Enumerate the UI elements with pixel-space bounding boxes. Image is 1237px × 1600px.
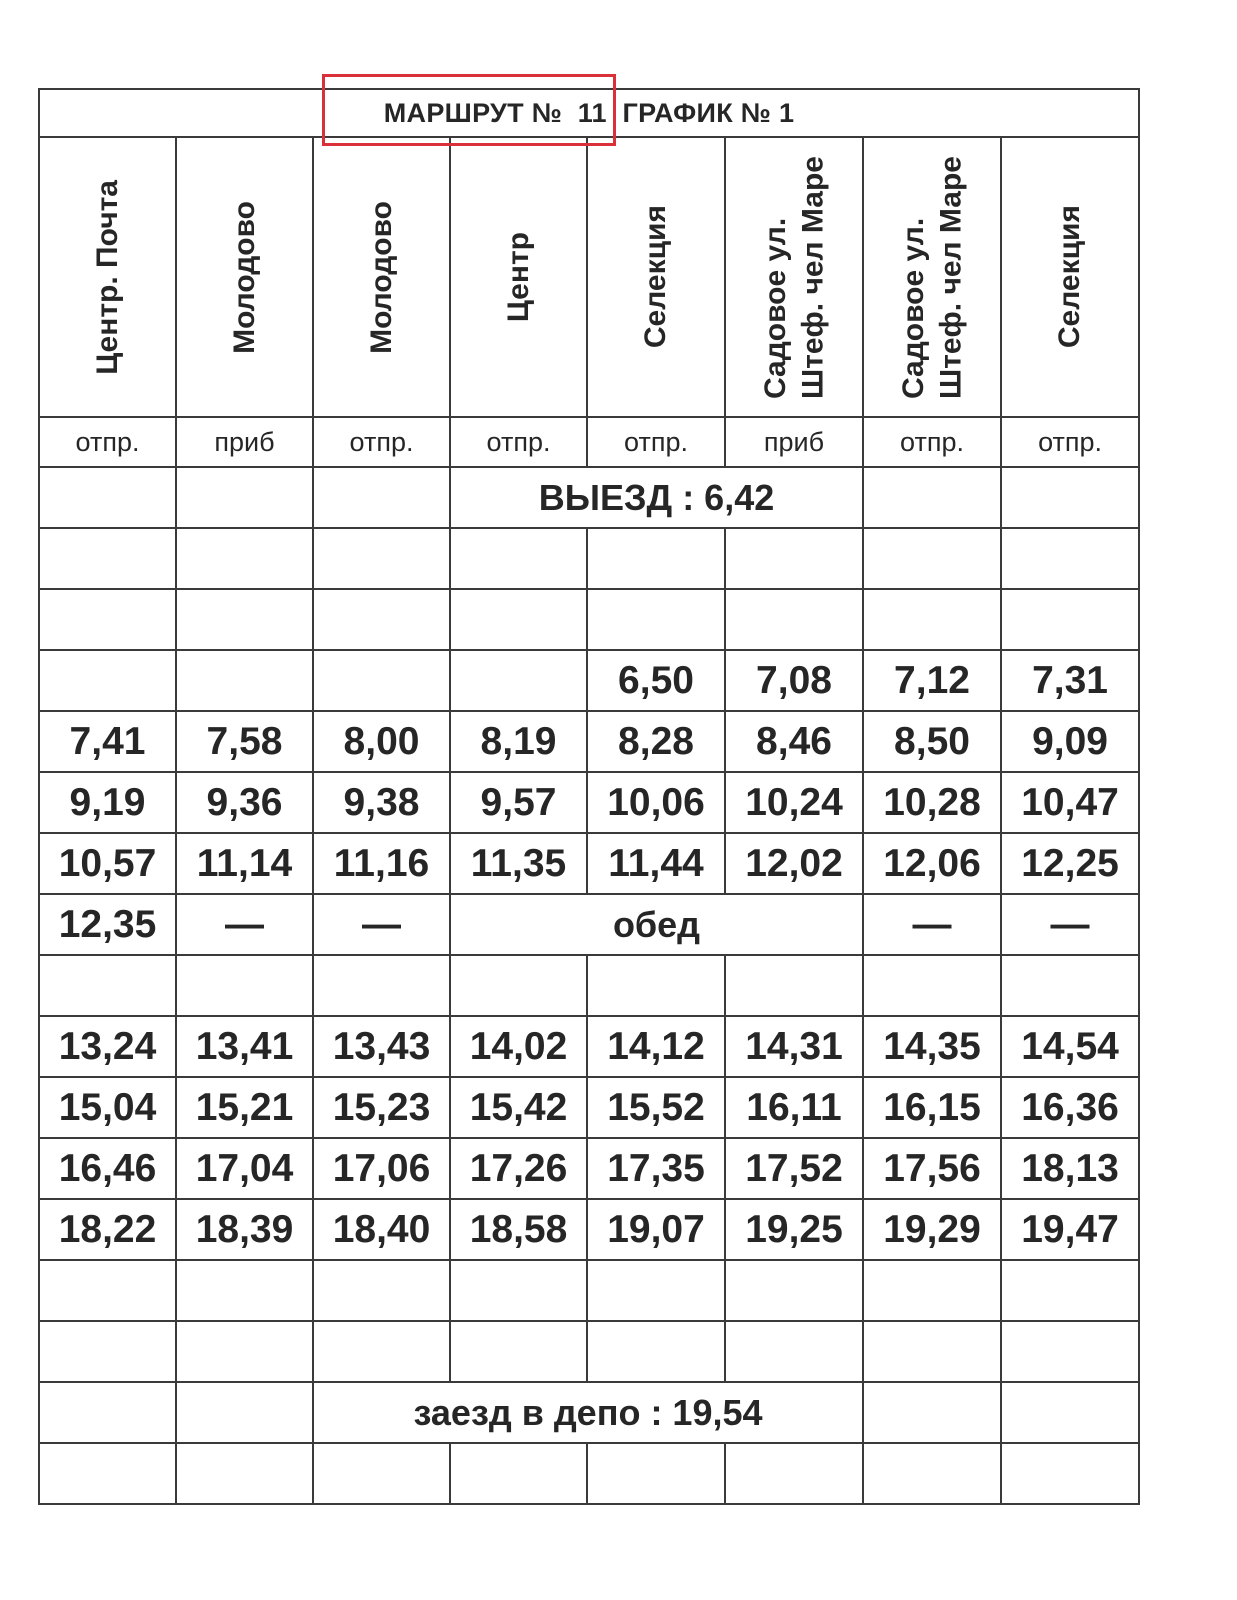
time-cell [725,589,863,650]
time-cell [1001,1260,1139,1321]
time-cell: 13,43 [313,1016,450,1077]
route-label: МАРШРУТ № [383,97,563,128]
empty-cell [176,1443,313,1504]
time-cell: 17,26 [450,1138,587,1199]
time-cell [450,528,587,589]
empty-cell [450,1443,587,1504]
empty-cell [1001,467,1139,528]
time-cell [725,1321,863,1382]
time-cell: 17,04 [176,1138,313,1199]
station-name [895,156,970,399]
time-cell: 15,21 [176,1077,313,1138]
route-number-highlight-box [322,74,616,146]
empty-cell [725,1443,863,1504]
schedule-row [39,1077,1139,1138]
time-cell: 17,35 [587,1138,725,1199]
time-cell: 9,19 [39,772,176,833]
time-cell [313,589,450,650]
time-cell: 15,52 [587,1077,725,1138]
station-header-cell [863,137,1001,417]
time-cell: 6,50 [587,650,725,711]
time-cell: 10,06 [587,772,725,833]
time-cell: 16,11 [725,1077,863,1138]
stop-type-cell: отпр. [863,417,1001,467]
empty-cell [1001,1443,1139,1504]
schedule-label: ГРАФИК № 1 [622,97,795,128]
stop-type-cell: отпр. [450,417,587,467]
time-cell: 18,40 [313,1199,450,1260]
station-name [89,180,127,375]
time-cell [313,650,450,711]
dash-cell: — [863,894,1001,955]
schedule-row [39,772,1139,833]
time-cell: 17,52 [725,1138,863,1199]
time-cell: 16,15 [863,1077,1001,1138]
time-cell: 9,36 [176,772,313,833]
time-cell [725,528,863,589]
time-cell [1001,955,1139,1016]
time-cell [39,1260,176,1321]
time-cell: 12,06 [863,833,1001,894]
time-cell: 18,22 [39,1199,176,1260]
time-cell [176,650,313,711]
empty-cell [863,1382,1001,1443]
time-cell [1001,589,1139,650]
time-cell: 8,00 [313,711,450,772]
time-cell [313,1260,450,1321]
time-cell [587,1321,725,1382]
time-cell [39,528,176,589]
time-cell: 7,31 [1001,650,1139,711]
time-cell [39,589,176,650]
station-name-line: Молодово [364,200,398,354]
station-name [757,156,832,399]
time-cell [450,1260,587,1321]
time-cell: 19,29 [863,1199,1001,1260]
departure-text: ВЫЕЗД : 6,42 [450,467,863,528]
schedule-row [39,1443,1139,1504]
time-cell: 18,58 [450,1199,587,1260]
time-cell: 15,42 [450,1077,587,1138]
station-name [637,205,675,348]
time-cell: 9,38 [313,772,450,833]
time-cell: 16,46 [39,1138,176,1199]
time-cell [450,955,587,1016]
time-cell [725,955,863,1016]
station-name-line: Садовое ул. [896,217,930,399]
time-cell: 11,16 [313,833,450,894]
schedule-row [39,1199,1139,1260]
station-name-line: Штеф. чел Маре [934,155,967,399]
lunch-label: обед [450,894,863,955]
time-cell: 10,57 [39,833,176,894]
stop-type-cell: приб [725,417,863,467]
time-cell: 9,57 [450,772,587,833]
time-cell [313,955,450,1016]
time-cell [176,589,313,650]
station-header-cell [450,137,587,417]
time-cell [863,589,1001,650]
time-cell: 11,44 [587,833,725,894]
time-cell: 7,58 [176,711,313,772]
empty-cell [863,467,1001,528]
time-cell [176,528,313,589]
time-cell: 15,04 [39,1077,176,1138]
time-cell: 7,41 [39,711,176,772]
schedule-row [39,528,1139,589]
time-cell: 8,19 [450,711,587,772]
empty-cell [1001,1382,1139,1443]
station-header-cell [313,137,450,417]
station-header-cell [725,137,863,417]
time-cell: 14,02 [450,1016,587,1077]
stop-type-cell: отпр. [1001,417,1139,467]
time-cell [176,1321,313,1382]
time-cell: 18,13 [1001,1138,1139,1199]
station-header-cell [176,137,313,417]
time-cell: 16,36 [1001,1077,1139,1138]
departure-row [39,467,1139,528]
schedule-row [39,955,1139,1016]
empty-cell [313,467,450,528]
time-cell [39,1321,176,1382]
time-cell: 7,12 [863,650,1001,711]
empty-cell [39,1443,176,1504]
stop-type-row [39,417,1139,467]
time-cell: 13,41 [176,1016,313,1077]
time-cell: 17,56 [863,1138,1001,1199]
station-name [363,201,401,354]
empty-cell [39,1382,176,1443]
time-cell: 7,08 [725,650,863,711]
time-cell: 19,47 [1001,1199,1139,1260]
empty-cell [176,467,313,528]
station-name-line: Молодово [227,200,261,354]
schedule-row [39,650,1139,711]
time-cell [450,589,587,650]
time-cell: 12,25 [1001,833,1139,894]
stop-type-cell: отпр. [587,417,725,467]
time-cell: 11,35 [450,833,587,894]
time-cell: 18,39 [176,1199,313,1260]
station-name [226,201,264,354]
stop-type-cell: отпр. [39,417,176,467]
station-name [1051,205,1089,348]
station-name [500,232,538,322]
time-cell: 19,25 [725,1199,863,1260]
time-cell [176,1260,313,1321]
time-cell: 11,14 [176,833,313,894]
time-cell: 10,24 [725,772,863,833]
time-cell: 12,02 [725,833,863,894]
stop-type-cell: отпр. [313,417,450,467]
time-cell: 9,09 [1001,711,1139,772]
station-name-line: Штеф. чел Маре [796,155,829,399]
empty-cell [176,1382,313,1443]
time-cell [587,1260,725,1321]
schedule-row [39,711,1139,772]
station-header-cell [1001,137,1139,417]
time-cell [39,955,176,1016]
time-cell: 10,28 [863,772,1001,833]
schedule-sheet [38,88,1138,1504]
time-cell: 15,23 [313,1077,450,1138]
time-cell [39,650,176,711]
empty-cell [863,1443,1001,1504]
stop-type-cell: приб [176,417,313,467]
dash-cell: — [313,894,450,955]
dash-cell: — [1001,894,1139,955]
time-cell [313,528,450,589]
route-number: 11 [577,97,607,128]
time-cell [587,528,725,589]
time-cell [313,1321,450,1382]
time-cell: 13,24 [39,1016,176,1077]
time-cell: 14,31 [725,1016,863,1077]
lunch-time-cell: 12,35 [39,894,176,955]
time-cell [863,1260,1001,1321]
schedule-row [39,833,1139,894]
time-cell [863,528,1001,589]
schedule-table [38,88,1140,1505]
time-cell: 19,07 [587,1199,725,1260]
time-cell: 14,54 [1001,1016,1139,1077]
station-name-line: Центр [501,231,535,323]
empty-cell [587,1443,725,1504]
station-name-line: Центр. Почта [90,179,124,375]
time-cell [725,1260,863,1321]
depot-text: заезд в депо : 19,54 [313,1382,863,1443]
time-cell [587,955,725,1016]
schedule-row [39,589,1139,650]
time-cell [176,955,313,1016]
station-header-cell [587,137,725,417]
time-cell: 17,06 [313,1138,450,1199]
station-name-line: Селекция [639,205,673,349]
time-cell: 14,12 [587,1016,725,1077]
empty-cell [313,1443,450,1504]
schedule-row [39,1321,1139,1382]
time-cell [1001,528,1139,589]
dash-cell: — [176,894,313,955]
time-cell: 8,28 [587,711,725,772]
empty-cell [39,467,176,528]
schedule-row [39,1016,1139,1077]
time-cell: 8,50 [863,711,1001,772]
time-cell: 10,47 [1001,772,1139,833]
time-cell: 14,35 [863,1016,1001,1077]
station-name-line: Садовое ул. [758,217,792,399]
lunch-row [39,894,1139,955]
time-cell [450,650,587,711]
time-cell: 8,46 [725,711,863,772]
station-name-line: Селекция [1053,205,1087,349]
station-header-row [39,137,1139,417]
time-cell [1001,1321,1139,1382]
time-cell [863,955,1001,1016]
schedule-row [39,1260,1139,1321]
station-header-cell [39,137,176,417]
time-cell [863,1321,1001,1382]
time-cell [587,589,725,650]
depot-row [39,1382,1139,1443]
time-cell [450,1321,587,1382]
schedule-row [39,1138,1139,1199]
